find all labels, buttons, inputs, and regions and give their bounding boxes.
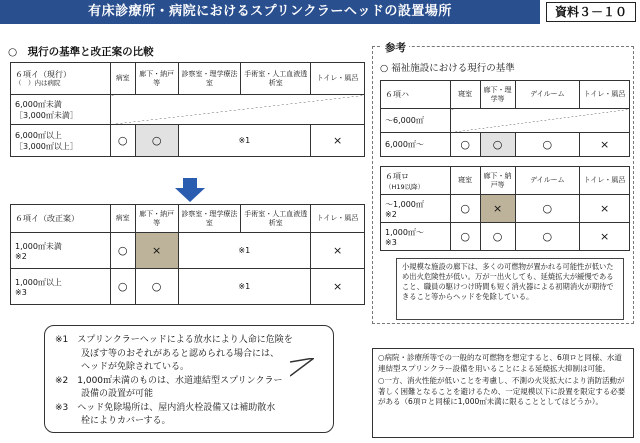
column-header: 廊下・納戸等 — [135, 205, 178, 233]
table-header-cell: ６項ロ （H19以降） — [381, 167, 451, 195]
column-header: デイルーム — [515, 81, 580, 109]
reference-table-6ro — [380, 166, 630, 251]
reference-note: 小規模な施設の廊下は、多くの可燃物が置かれる可能性が低いため出火危険性が低い。万が一出火しても、延焼拡大が緩慢であること、職員の駆けつけ時間も短く消火器による初期消火が期待できること等からヘッドを免除している。 — [396, 258, 624, 320]
footnote-2: ※2 1,000㎡未満のものは、水道連結型スプリンクラー — [55, 375, 283, 386]
column-header: 寝室 — [450, 81, 480, 109]
table-cell-highlight: × — [135, 233, 178, 269]
table-cell: ○ — [110, 125, 135, 157]
document-number: 資料３－１０ — [546, 2, 636, 22]
column-header: 廊下・納戸等 — [480, 167, 515, 195]
row-label: 6,000㎡～ — [381, 133, 451, 157]
table-cell-highlight: × — [480, 195, 515, 223]
column-header: 手術室・人工血液透析室 — [241, 205, 311, 233]
table-cell: ○ — [110, 269, 135, 305]
column-header: 廊下・理学等 — [480, 81, 515, 109]
table-cell: ○ — [515, 195, 580, 223]
table-cell-merged: ※1 — [178, 125, 311, 157]
table-cell: × — [580, 133, 630, 157]
table-header-cell: ６項イ（現行） （ ）内は病院 — [11, 63, 111, 95]
row-label: ～6,000㎡ — [381, 109, 451, 133]
footnote-legend: ※1 スプリンクラーヘッドによる放水により人命に危険を 及ぼす等のおそれがあると認められる場合には、 ヘッドが免除されている。 ※2 1,000㎡未満のものは、水道連結型スプリンクラー 設備の設置が可能 ※3 ヘッド免除場所は、屋内消火栓設備又は補助散水 栓によりカバーする。 — [44, 325, 334, 433]
table-cell: × — [580, 223, 630, 251]
row-label: 1,000㎡以上 ※3 — [11, 269, 111, 305]
table-cell: ○ — [135, 269, 178, 305]
proposed-standard-table — [10, 204, 365, 305]
table-cell: ○ — [450, 223, 480, 251]
table-header-cell: ６項ハ — [381, 81, 451, 109]
footnote-1: ※1 スプリンクラーヘッドによる放水により人命に危険を — [55, 335, 293, 345]
row-label: 1,000㎡未満 ※2 — [11, 233, 111, 269]
table-cell-merged: ※1 — [178, 269, 311, 305]
table-cell: ○ — [480, 223, 515, 251]
table-cell: ○ — [515, 223, 580, 251]
section-heading-current: ○ 現行の基準と改正案の比較 — [8, 46, 154, 58]
row-empty-merged — [450, 109, 629, 133]
row-label: 6,000㎡以上 ［3,000㎡以上］ — [11, 125, 111, 157]
reference-table-6ha — [380, 80, 630, 157]
table-cell: ○ — [135, 125, 178, 157]
row-label: ～1,000㎡ ※2 — [381, 195, 451, 223]
column-header: デイルーム — [515, 167, 580, 195]
table-cell: ○ — [480, 133, 515, 157]
table-cell-merged: ※1 — [178, 233, 311, 269]
reference-label: 参考 — [382, 40, 409, 55]
right-explanation-note — [372, 348, 634, 438]
page-title: 有床診療所・病院におけるスプリンクラーヘッドの設置場所 — [0, 0, 540, 24]
row-label: 6,000㎡未満 ［3,000㎡未満］ — [11, 95, 111, 125]
table-cell: ○ — [515, 133, 580, 157]
table-cell: × — [580, 195, 630, 223]
column-header: 寝室 — [450, 167, 480, 195]
column-header: トイレ・風呂 — [580, 167, 630, 195]
table-cell: × — [311, 125, 365, 157]
column-header: トイレ・風呂 — [311, 63, 365, 95]
column-header: 手術室・人工血液透析室 — [241, 63, 311, 95]
column-header: 診察室・理学療法室 — [178, 205, 241, 233]
table-cell: ○ — [450, 195, 480, 223]
row-label: 1,000㎡～ ※3 — [381, 223, 451, 251]
column-header: 廊下・納戸等 — [135, 63, 178, 95]
column-header: トイレ・風呂 — [311, 205, 365, 233]
table-cell: × — [311, 269, 365, 305]
note-paragraph-1: ○病院・診療所等での一般的な可燃物を想定すると、6項ロと同様、水道連結型スプリンクラー設備を用いることによる延焼拡大抑制は可能。 — [378, 353, 622, 373]
row-empty-merged — [110, 95, 364, 125]
column-header: 病室 — [110, 63, 135, 95]
column-header: トイレ・風呂 — [580, 81, 630, 109]
table-cell: ○ — [450, 133, 480, 157]
note-paragraph-2: ○一方、消火性能が低いことを考慮し、不測の火災拡大により消防活動が著しく困難となることを避けるため、一定規模以下に設置を限定する必要がある（6項ロと同様に1,000㎡未満に限ることとしてはどうか）。 — [378, 376, 626, 406]
current-standard-table — [10, 62, 365, 157]
column-header: 病室 — [110, 205, 135, 233]
arrow-down-icon — [175, 178, 205, 202]
footnote-3: ※3 ヘッド免除場所は、屋内消火栓設備又は補助散水 — [55, 402, 276, 413]
table-header-cell: ６項イ（改正案） — [11, 205, 111, 233]
reference-heading: ○ 福祉施設における現行の基準 — [380, 63, 515, 74]
speech-bubble-tail-icon — [290, 358, 314, 380]
table-cell: × — [311, 233, 365, 269]
column-header: 診察室・理学療法室 — [178, 63, 241, 95]
table-cell: ○ — [110, 233, 135, 269]
